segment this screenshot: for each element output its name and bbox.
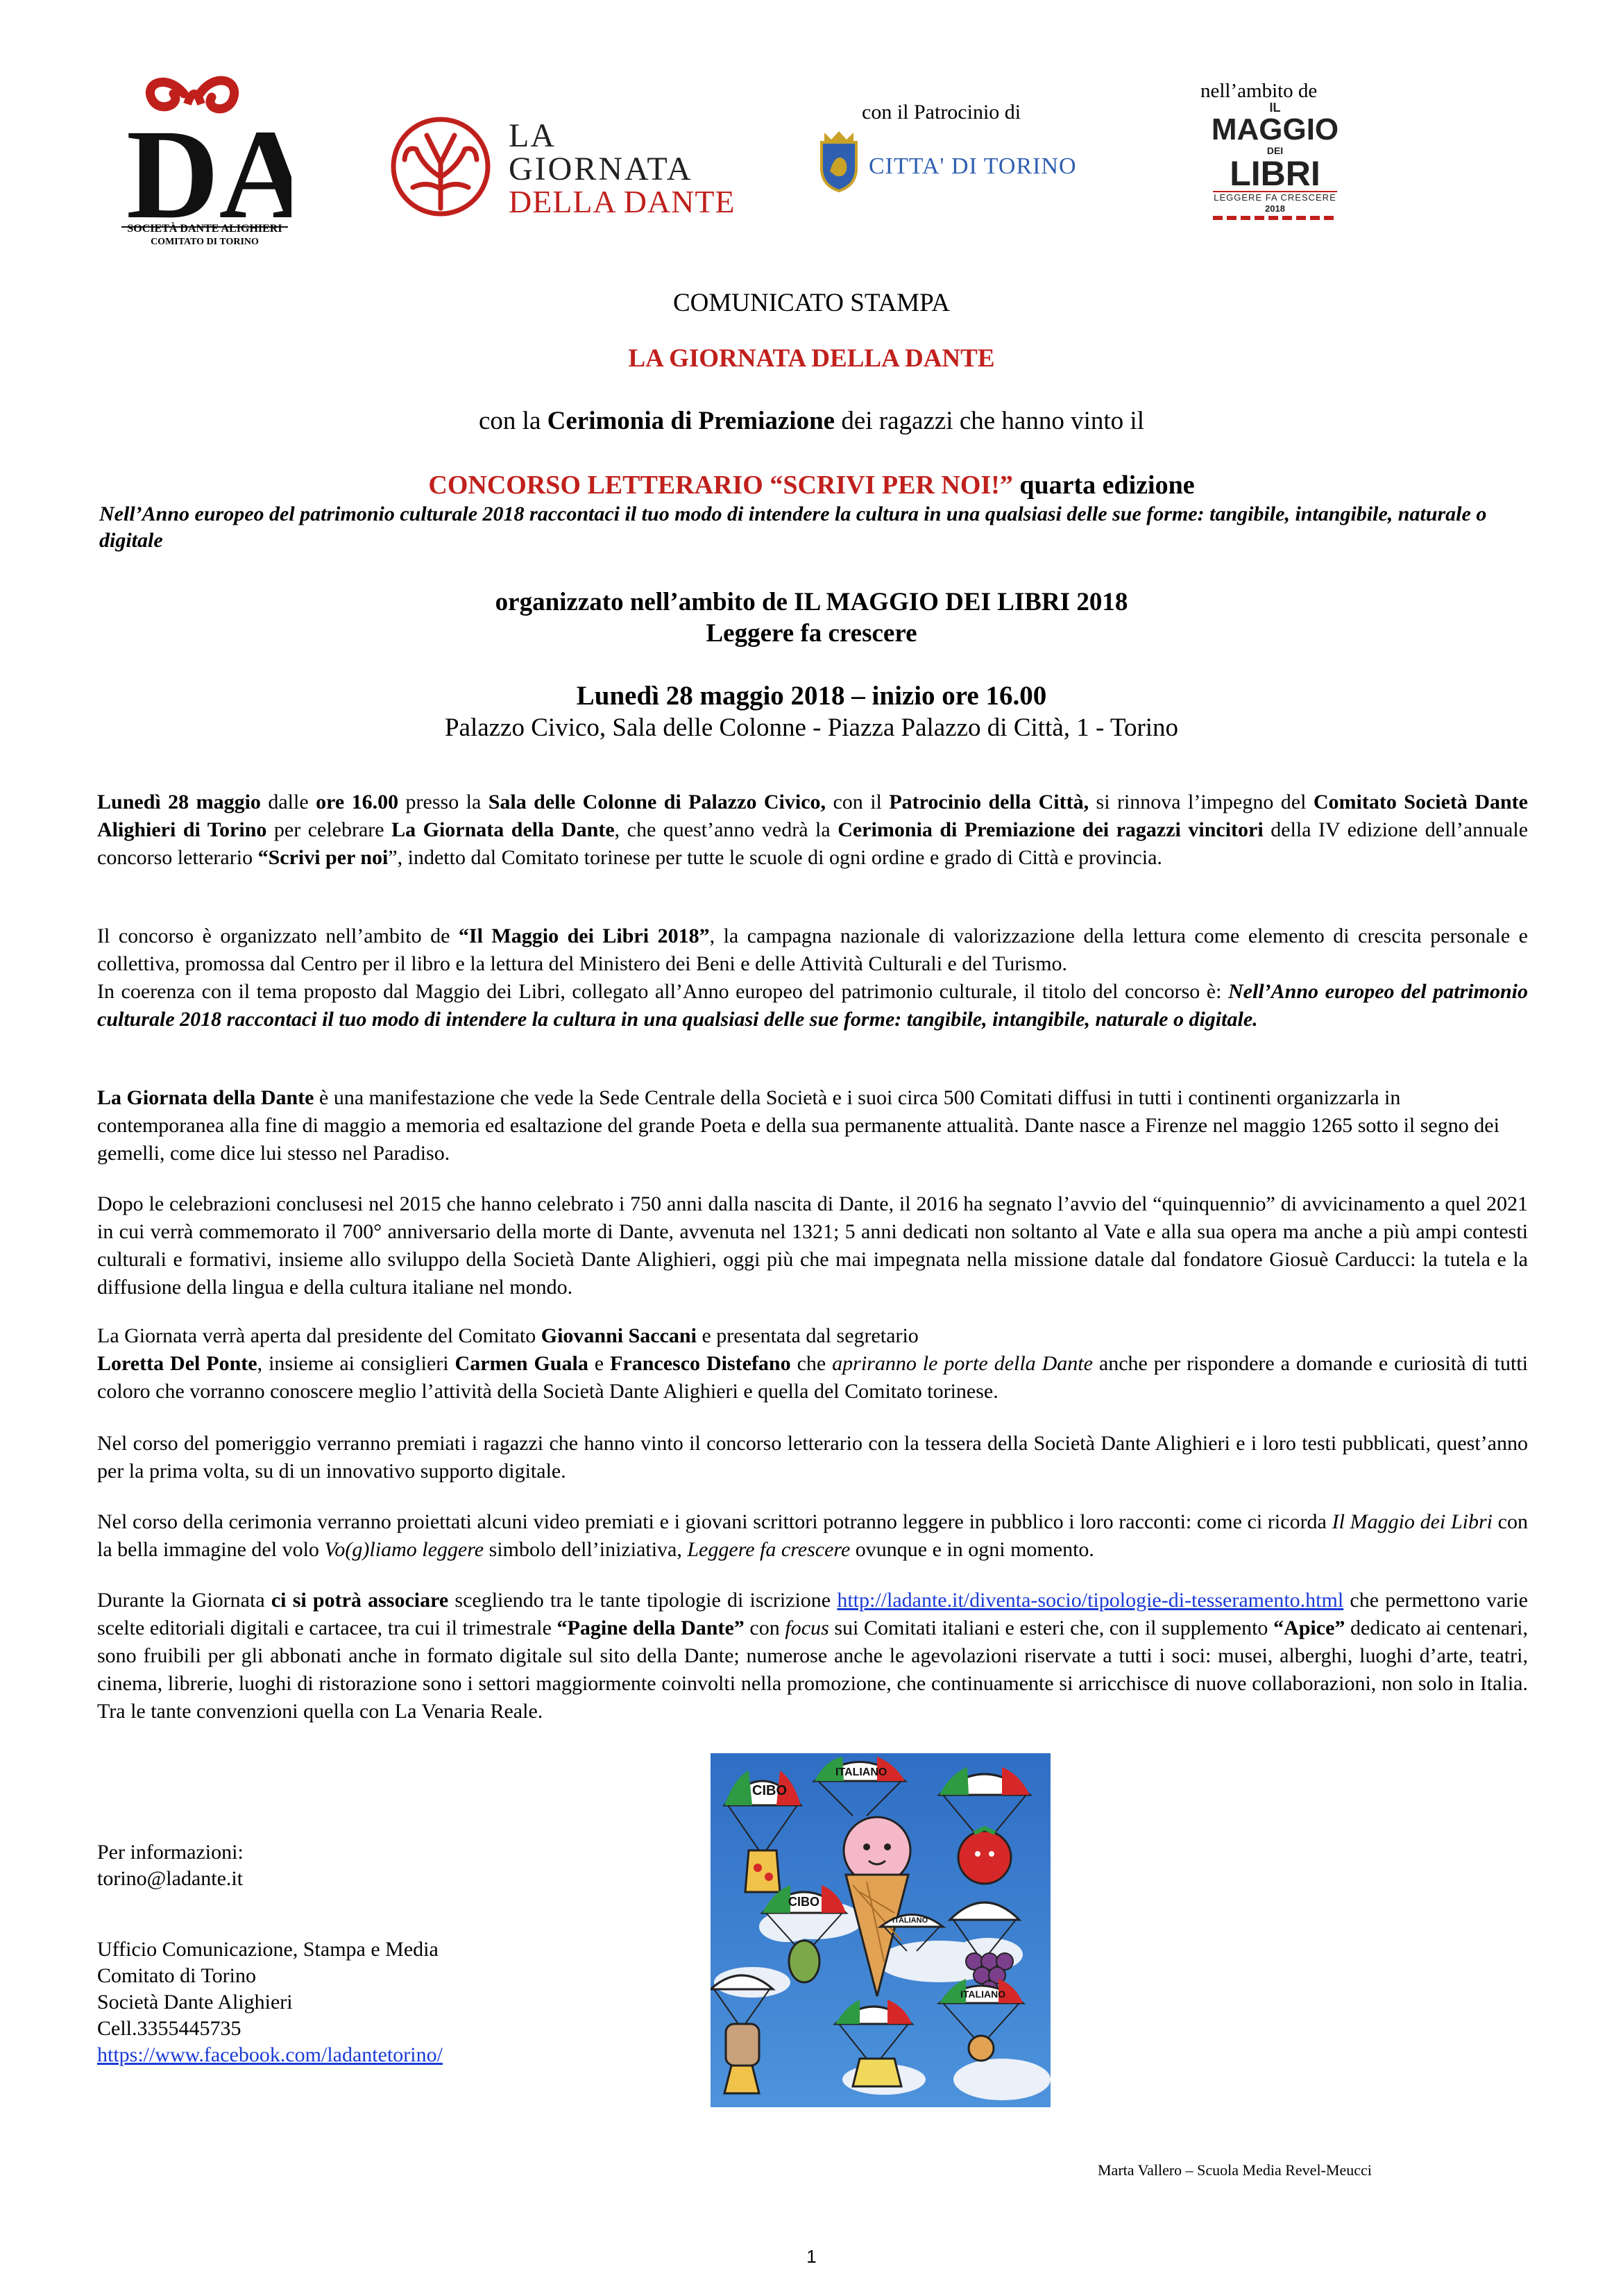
bold-run: La Giornata della Dante [391, 818, 615, 841]
facebook-link[interactable]: https://www.facebook.com/ladantetorino/ [97, 2043, 443, 2066]
organized-within [0, 586, 1623, 649]
text-run: Il concorso è organizzato nell’ambito de [97, 925, 459, 947]
logo-della-dante-text: DELLA DANTE [509, 184, 736, 219]
bold-run: “Scrivi per noi [257, 846, 389, 869]
text-run: dalle [260, 791, 316, 813]
svg-text:ITALIANO: ITALIANO [835, 1766, 887, 1778]
maggio-stripe [1213, 216, 1337, 220]
maggio-year-text: 2018 [1265, 203, 1285, 214]
bold-italic-run: Nell’Anno europeo del patrimonio culturale 2018 raccontaci il tuo modo di intendere la cultura in una qualsiasi delle sue forme: tangibile, intangibile, naturale o digitale. [97, 980, 1528, 1031]
bold-run: ore 16.00 [316, 791, 399, 813]
logo-giornata-text: GIORNATA [509, 151, 693, 187]
svg-text:CIBO: CIBO [788, 1895, 819, 1909]
contest-title [0, 470, 1623, 500]
event-venue: Palazzo Civico, Sala delle Colonne - Piazza Palazzo di Città, 1 - Torino [444, 714, 1179, 742]
text-run: con [744, 1617, 785, 1639]
office-line-1: Ufficio Comunicazione, Stampa e Media [97, 1938, 439, 1961]
paragraph-celebrations [97, 1190, 1528, 1301]
student-artwork [711, 1753, 1051, 2107]
maggio-dei-libri-logo [1200, 80, 1350, 219]
event-title: LA GIORNATA DELLA DANTE [628, 344, 995, 373]
text-run: , che quest’anno vedrà la [614, 818, 838, 841]
patrocinio-label: con il Patrocinio di [862, 101, 1021, 124]
maggio-dei-text: DEI [1266, 145, 1284, 156]
office-line-3: Società Dante Alighieri [97, 1991, 293, 2014]
svg-text:DA: DA [126, 103, 291, 246]
bold-run: Francesco Distefano [610, 1352, 791, 1375]
maggio-il-text: IL [1269, 101, 1281, 115]
paragraph-readings [97, 1508, 1528, 1564]
logo-la-text: LA [509, 117, 556, 154]
contest-edition: quarta edizione [1012, 471, 1195, 500]
italic-run: Vo(g)liamo leggere [324, 1538, 484, 1561]
info-block [97, 1839, 244, 1892]
text-run: Nel corso del pomeriggio verranno premiati i ragazzi che hanno vinto il concorso letterario con la tessera della Società Dante Alighieri e i loro testi pubblicati, quest’anno per la prima volta, su di un innovativo supporto digitale. [97, 1432, 1528, 1483]
bold-run: ci si potrà associare [271, 1589, 449, 1612]
bold-run: Giovanni Saccani [541, 1324, 697, 1347]
paragraph-contest [97, 922, 1528, 1033]
membership-link[interactable]: http://ladante.it/diventa-socio/tipologie-di-tesseramento.html [837, 1589, 1344, 1612]
paragraph-giornata [97, 1084, 1528, 1167]
bold-run: Comitato Società Dante Alighieri di Torino [97, 791, 1528, 841]
office-phone: Cell.3355445735 [97, 2017, 241, 2040]
text-run: per celebrare [266, 818, 392, 841]
bold-run: “Apice” [1273, 1617, 1345, 1639]
paragraph-awards [97, 1430, 1528, 1485]
text-run: , la campagna nazionale di valorizzazione della lettura come elemento di crescita personale e collettiva, promossa dal Centro per il libro e la lettura del Ministero dei Beni e delle Attività Culturali e del Turismo. [97, 925, 1528, 975]
text-run: scegliendo tra le tante tipologie di iscrizione [448, 1589, 838, 1612]
bold-run: Loretta Del Ponte [97, 1352, 257, 1375]
svg-text:ITALIANO: ITALIANO [892, 1916, 928, 1925]
text-run: è una manifestazione che vede la Sede Centrale della Società e i suoi circa 500 Comitati diffusi in tutti i continenti organizzarla in contemporanea alla fine di maggio a memoria ed esaltazione del grande Poeta e della sua permanente attualità. Dante nasce a Firenze nel maggio 1265 sotto il segno dei gemelli, come dice lui stesso nel Paradiso. [97, 1086, 1499, 1165]
organized-line-1: organizzato nell’ambito de IL MAGGIO DEI LIBRI 2018 [495, 588, 1128, 616]
text-run: Nel corso della cerimonia verranno proiettati alcuni video premiati e i giovani scrittori potranno leggere in pubblico i loro racconti: come ci ricorda [97, 1510, 1332, 1533]
bold-run: “Pagine della Dante” [556, 1617, 745, 1639]
text-run: Durante la Giornata [97, 1589, 271, 1612]
giornata-della-dante-logo [385, 111, 746, 222]
info-email[interactable]: torino@ladante.it [97, 1867, 244, 1890]
bold-run: La Giornata della Dante [97, 1086, 314, 1109]
torino-crest-icon [819, 130, 859, 192]
text-run: con il [826, 791, 890, 813]
svg-text:CIBO: CIBO [752, 1783, 787, 1798]
patrocinio-logo [819, 101, 1110, 205]
paragraph-opening-line-2 [97, 1350, 1528, 1406]
bold-run: Cerimonia di Premiazione dei ragazzi vincitori [838, 818, 1264, 841]
bold-run: Patrocinio della Città, [889, 791, 1089, 813]
page-number: 1 [806, 2246, 817, 2267]
text-run: , insieme ai consiglieri [257, 1352, 455, 1375]
contest-name: CONCORSO LETTERARIO “SCRIVI PER NOI!” [428, 471, 1013, 500]
ceremony-line [0, 406, 1623, 436]
dante-alighieri-logo [118, 66, 291, 257]
italic-run: Il Maggio dei Libri [1332, 1510, 1493, 1533]
text-run: ovunque e in ogni momento. [850, 1538, 1094, 1561]
text-run: dedicato ai centenari, sono fruibili per gli abbonati anche in formato digitale sul sito della Dante; numerose anche le agevolazioni riservate a tutti i soci: musei, alberghi, luoghi d’arte, teatri, cinema, librerie, luoghi di ristorazione sono i settori maggiormente coinvolti nella promozione, che continuamente si arricchisce di nuove collaborazioni, non solo in Italia. Tra le tante convenzioni quella con La Venaria Reale. [97, 1617, 1528, 1723]
text-run: presso la [398, 791, 488, 813]
contest-theme: Nell’Anno europeo del patrimonio culturale 2018 raccontaci il tuo modo di intendere la cultura in una qualsiasi delle sue forme: tangibile, intangibile, naturale o digitale [99, 503, 1487, 552]
paragraph-membership [97, 1587, 1528, 1725]
office-line-2: Comitato di Torino [97, 1964, 257, 1987]
italic-run: Leggere fa crescere [687, 1538, 851, 1561]
bold-run: “Il Maggio dei Libri 2018” [458, 925, 710, 947]
paragraph-intro [97, 788, 1528, 872]
text-run: e [588, 1352, 611, 1375]
italic-run: focus [785, 1617, 829, 1639]
text-run: Dopo le celebrazioni conclusesi nel 2015 che hanno celebrato i 750 anni dalla nascita di Dante, il 2016 ha segnato l’avvio del “quinquennio” di avvicinamento a quel 2021 in cui verrà commemorato il 700° anniversario della morte di Dante, avvenuta nel 1321; 5 anni dedicati non soltanto al Vate e alla sua opera ma anche a più ampi contesti culturali e formativi, insieme allo sviluppo della Società Dante Alighieri, oggi più che mai impegnata nella missione datale dal fondatore Giosuè Carducci: la tutela e la diffusione della lingua e della cultura italiane nel mondo. [97, 1192, 1528, 1299]
text-run: anche per rispondere a domande e curiosità di tutti coloro che vorranno conoscere meglio l’attività della Società Dante Alighieri e quella del Comitato torinese. [97, 1352, 1528, 1403]
maggio-label: nell’ambito de [1200, 80, 1318, 102]
text-run: che [790, 1352, 833, 1375]
artwork-caption: Marta Vallero – Scuola Media Revel-Meucci [1098, 2161, 1372, 2179]
bold-run: Sala delle Colonne di Palazzo Civico, [488, 791, 826, 813]
ceremony-bold: Cerimonia di Premiazione [547, 407, 835, 435]
maggio-libri-text: LIBRI [1230, 154, 1320, 193]
paragraph-opening-line-1 [97, 1322, 1528, 1350]
text-run: della IV edizione dell’annuale concorso letterario [97, 818, 1529, 869]
text-run: In coerenza con il tema proposto dal Maggio dei Libri, collegato all’Anno europeo del patrimonio culturale, il titolo del concorso è: [97, 980, 1228, 1003]
ceremony-pre: con la [479, 407, 547, 435]
ceremony-post: dei ragazzi che hanno vinto il [835, 407, 1144, 435]
bold-run: Carmen Guala [454, 1352, 588, 1375]
svg-text:ITALIANO: ITALIANO [960, 1989, 1006, 2000]
text-run: e presentata dal segretario [696, 1324, 919, 1347]
event-date: Lunedì 28 maggio 2018 – inizio ore 16.00 [576, 681, 1047, 711]
maggio-tagline-text: LEGGERE FA CRESCERE [1214, 192, 1336, 203]
text-run: sui Comitati italiani e esteri che, con il supplemento [829, 1617, 1274, 1639]
text-run: con la bella immagine del volo [97, 1510, 1528, 1561]
info-label: Per informazioni: [97, 1841, 244, 1864]
text-run: simbolo dell’iniziativa, [484, 1538, 688, 1561]
logo-committee-text: COMITATO DI TORINO [151, 237, 259, 247]
press-release-label: COMUNICATO STAMPA [673, 289, 950, 317]
bold-run: Lunedì 28 maggio [97, 791, 261, 813]
italic-run: apriranno le porte della Dante [832, 1352, 1093, 1375]
maggio-word-text: MAGGIO [1211, 112, 1339, 146]
organized-line-2: Leggere fa crescere [706, 619, 917, 648]
office-block [97, 1936, 443, 2068]
text-run: che permettono varie scelte editoriali digitali e cartacee, tra cui il trimestrale [97, 1589, 1528, 1639]
citta-di-torino-text: CITTA' DI TORINO [869, 153, 1077, 179]
parachutes-illustration [711, 1753, 1051, 2107]
text-run: La Giornata verrà aperta dal presidente del Comitato [97, 1324, 541, 1347]
logo-society-text: SOCIETÀ DANTE ALIGHIERI [127, 223, 282, 235]
text-run: ”, indetto dal Comitato torinese per tutte le scuole di ogni ordine e grado di Città e provincia. [388, 846, 1162, 869]
text-run: si rinnova l’impegno del [1089, 791, 1314, 813]
tree-emblem-icon [385, 111, 496, 222]
